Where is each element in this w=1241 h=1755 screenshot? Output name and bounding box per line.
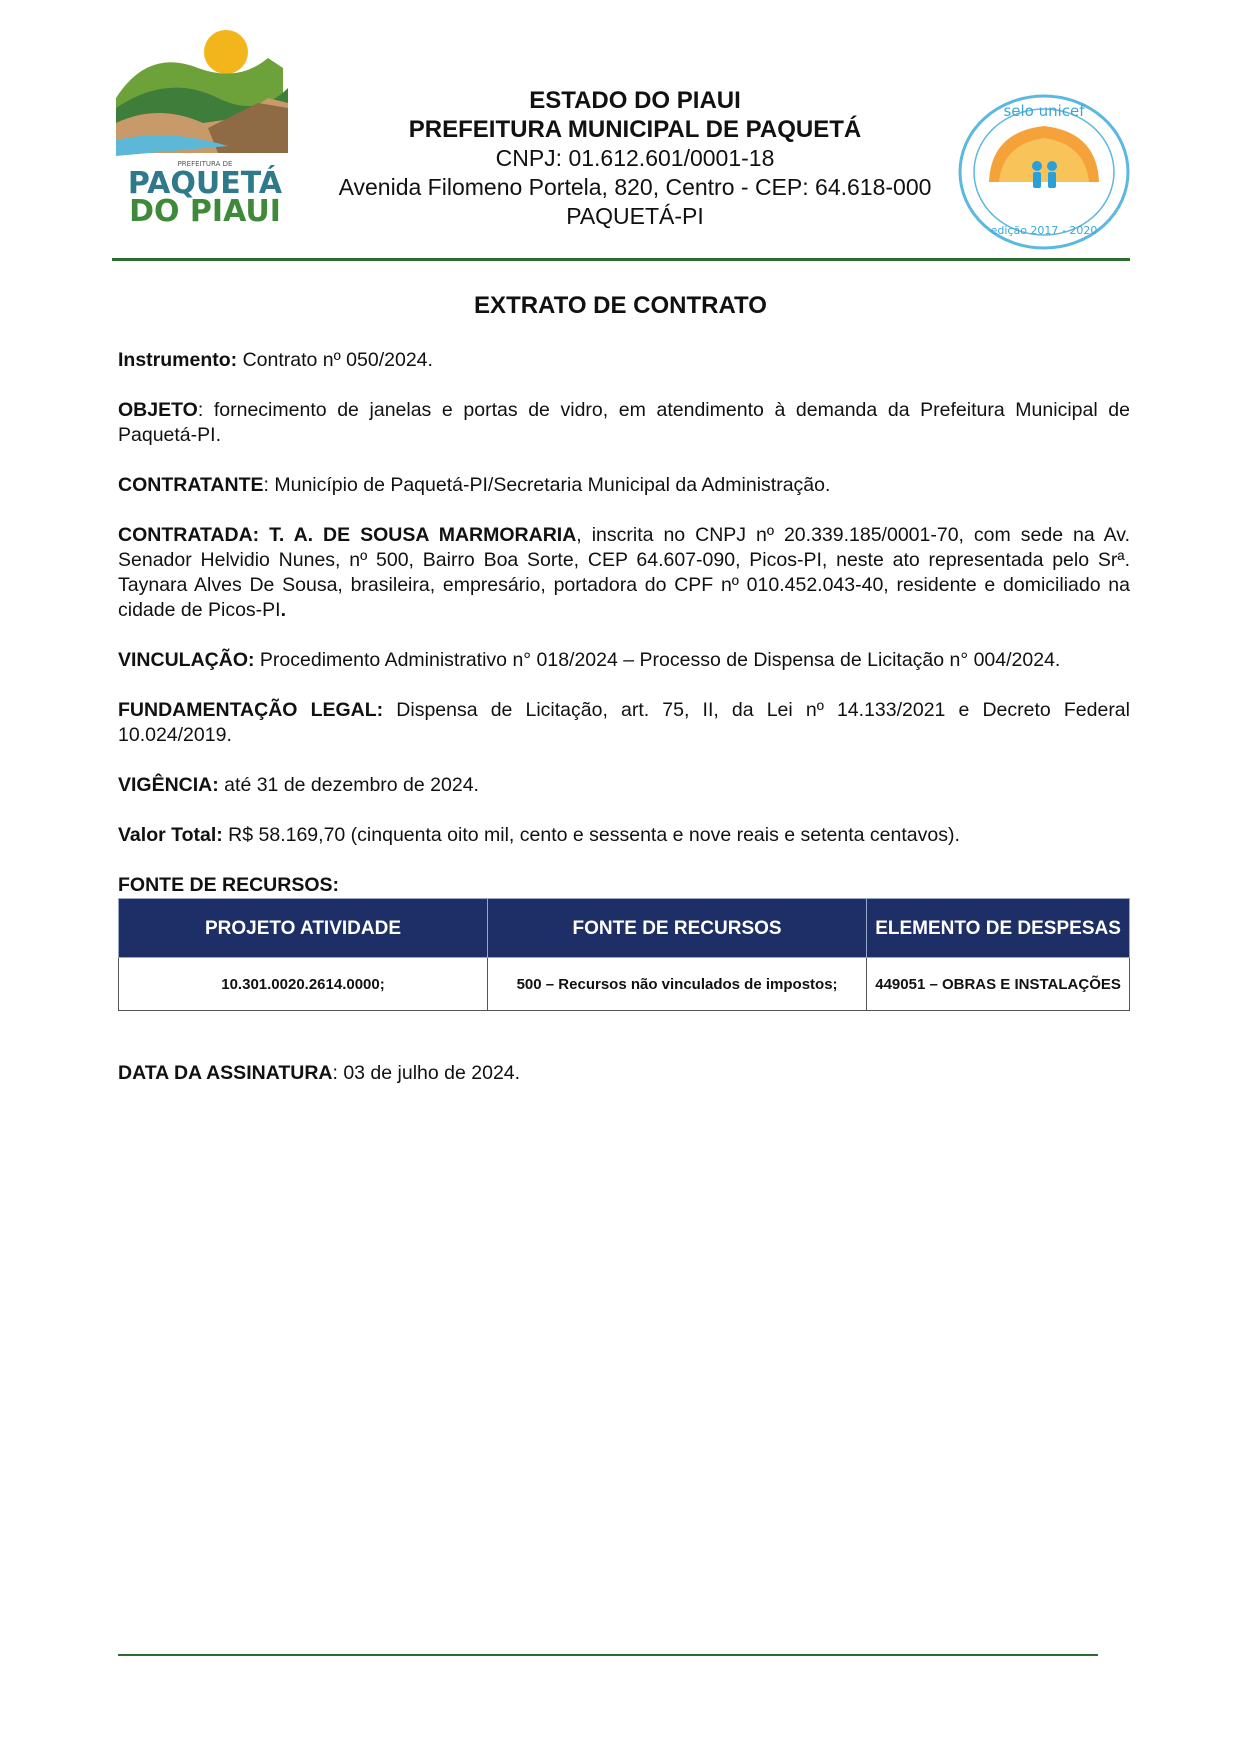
header-text <box>330 86 940 231</box>
field-value: : Município de Paquetá-PI/Secretaria Municipal da Administração. <box>263 474 831 496</box>
footer-divider <box>118 1654 1098 1656</box>
document-title: EXTRATO DE CONTRATO <box>474 292 767 319</box>
field-label: FUNDAMENTAÇÃO LEGAL: <box>118 699 384 721</box>
contratada-field <box>118 523 1130 623</box>
valor-total-field <box>118 823 1130 848</box>
fundamentacao-field <box>118 698 1130 748</box>
header-prefeitura: PREFEITURA MUNICIPAL DE PAQUETÁ <box>408 116 862 143</box>
selo-unicef-logo <box>955 92 1133 252</box>
field-label: OBJETO <box>118 399 198 421</box>
table-header-row <box>119 899 1130 958</box>
svg-text:PAQUETÁ: PAQUETÁ <box>127 166 283 201</box>
svg-text:edição 2017 - 2020: edição 2017 - 2020 <box>990 224 1098 237</box>
instrumento-field <box>118 348 1130 373</box>
field-value: até 31 de dezembro de 2024. <box>218 774 479 796</box>
document-body <box>118 348 1130 1111</box>
header-divider <box>112 258 1130 261</box>
svg-text:selo unicef: selo unicef <box>1003 102 1085 120</box>
svg-text:DO PIAUI: DO PIAUI <box>129 194 281 229</box>
field-value: , inscrita no CNPJ nº 20.339.185/0001-70, com sede na Av. Senador Helvidio Nunes, nº 500, Bairro Boa Sorte, CEP 64.607-090, Picos-PI, neste ato representada pelo Srª. Taynara Alves De Sousa, brasileira, empresário, portadora do CPF nº 010.452.043-40, residente e domiciliado na cidade de Picos-PI <box>118 524 1130 621</box>
field-label: CONTRATADA: T. A. DE SOUSA MARMORARIA <box>118 524 577 546</box>
table-header-cell: PROJETO ATIVIDADE <box>119 899 488 958</box>
field-value: : 03 de julho de 2024. <box>332 1062 521 1084</box>
field-end: . <box>280 599 287 621</box>
field-label: CONTRATANTE <box>118 474 264 496</box>
data-assinatura-field <box>118 1061 1130 1086</box>
table-row <box>119 958 1130 1011</box>
field-value: Dispensa de Licitação, art. 75, II, da Lei nº 14.133/2021 e Decreto Federal 10.024/2019. <box>118 699 1130 746</box>
field-label: Valor Total: <box>118 824 223 846</box>
paqueta-logo <box>108 28 303 233</box>
contratante-field <box>118 473 1130 498</box>
table-cell: 10.301.0020.2614.0000; <box>119 958 488 1011</box>
table-cell: 449051 – OBRAS E INSTALAÇÕES <box>867 958 1130 1011</box>
objeto-field <box>118 398 1130 448</box>
header-city: PAQUETÁ-PI <box>566 203 704 229</box>
header-state: ESTADO DO PIAUI <box>529 87 741 114</box>
field-label: VIGÊNCIA: <box>118 774 219 796</box>
field-label: DATA DA ASSINATURA <box>118 1062 333 1084</box>
header-cnpj: CNPJ: 01.612.601/0001-18 <box>495 145 775 171</box>
fonte-recursos-title: FONTE DE RECURSOS: <box>118 874 340 896</box>
field-value: Procedimento Administrativo n° 018/2024 – Processo de Dispensa de Licitação n° 004/2024. <box>254 649 1061 671</box>
fonte-recursos-table <box>118 898 1130 1011</box>
header-address: Avenida Filomeno Portela, 820, Centro - CEP: 64.618-000 <box>338 174 932 200</box>
vinculacao-field <box>118 648 1130 673</box>
vigencia-field <box>118 773 1130 798</box>
field-value: : fornecimento de janelas e portas de vidro, em atendimento à demanda da Prefeitura Municipal de Paquetá-PI. <box>118 399 1130 446</box>
field-label: Instrumento: <box>118 349 238 371</box>
table-header-cell: FONTE DE RECURSOS <box>488 899 867 958</box>
field-value: R$ 58.169,70 (cinquenta oito mil, cento e sessenta e nove reais e setenta centavos). <box>222 824 960 846</box>
field-label: VINCULAÇÃO: <box>118 649 255 671</box>
table-header-cell: ELEMENTO DE DESPESAS <box>867 899 1130 958</box>
table-cell: 500 – Recursos não vinculados de impostos; <box>488 958 867 1011</box>
field-value: Contrato nº 050/2024. <box>237 349 433 371</box>
svg-text:PREFEITURA DE: PREFEITURA DE <box>177 160 233 168</box>
